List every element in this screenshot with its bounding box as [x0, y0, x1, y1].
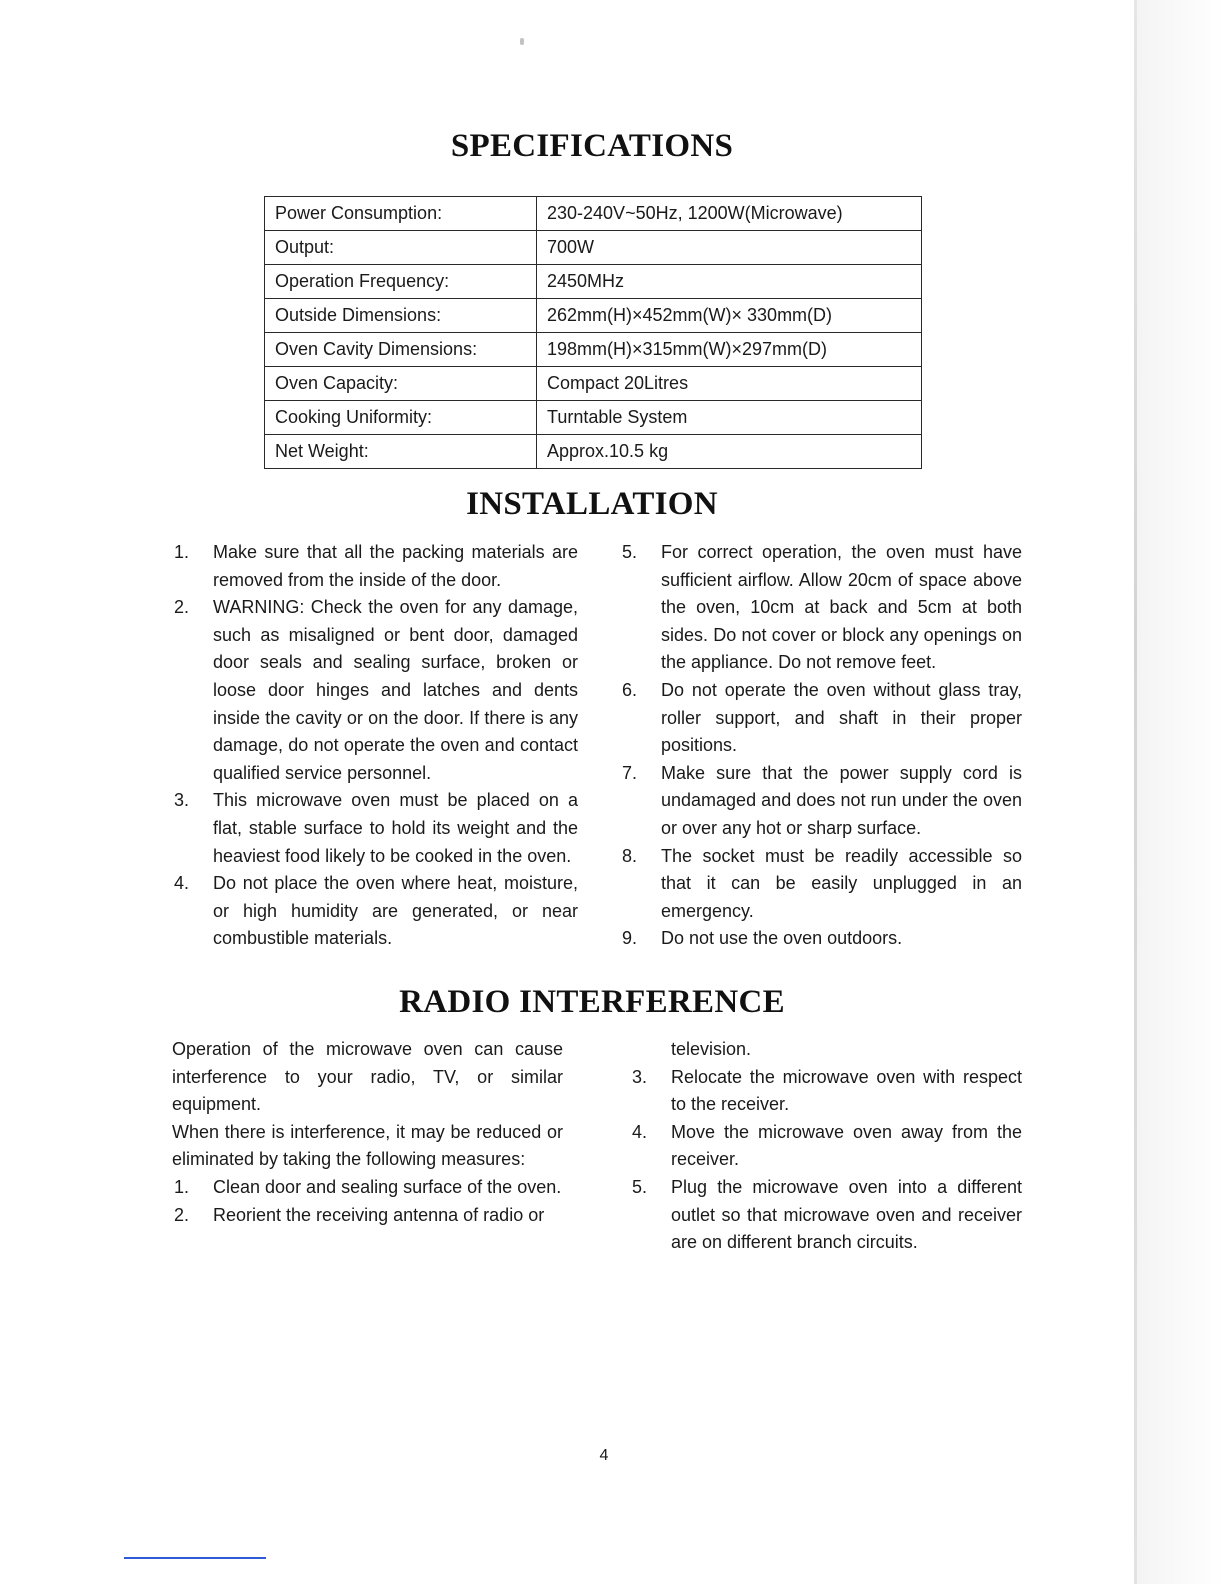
page-number: 4 [599, 1447, 609, 1464]
list-item-text: Move the microwave oven away from the receiver. [671, 1121, 1022, 1170]
spec-value: Compact 20Litres [537, 367, 922, 401]
list-item-text: Make sure that all the packing materials are removed from the inside of the door. [213, 542, 578, 590]
list-item-number: 7. [622, 762, 638, 783]
list-item [172, 539, 578, 594]
table-row [265, 333, 922, 367]
table-row [265, 197, 922, 231]
radio-interference-heading: RADIO INTERFERENCE [399, 984, 785, 1020]
table-row [265, 367, 922, 401]
list-item-number: 2. [174, 1204, 190, 1225]
spec-value: Approx.10.5 kg [537, 435, 922, 469]
list-item-text: Do not operate the oven without glass tray, roller support, and shaft in their proper positions. [661, 679, 1022, 756]
radio-measures-list [630, 1064, 1022, 1257]
list-item-text: Make sure that the power supply cord is undamaged and does not run under the oven or over any hot or sharp surface. [661, 762, 1022, 838]
list-item [630, 1119, 1022, 1174]
installation-heading: INSTALLATION [466, 486, 718, 522]
spec-label: Oven Capacity: [265, 367, 537, 401]
radio-intro-paragraph: When there is interference, it may be reduced or eliminated by taking the following measures: [172, 1121, 563, 1170]
list-item-number: 3. [632, 1066, 648, 1087]
scan-shadow [1137, 0, 1224, 1584]
installation-list [620, 539, 1022, 953]
list-item-number: 6. [622, 679, 638, 700]
list-item-number: 4. [174, 873, 190, 894]
list-item-number: 4. [632, 1121, 648, 1142]
installation-column-left [172, 539, 578, 953]
list-item-continuation: television. [671, 1039, 752, 1059]
table-row [265, 265, 922, 299]
table-row [265, 299, 922, 333]
table-row [265, 435, 922, 469]
radio-measures-list [172, 1174, 563, 1229]
spec-label: Outside Dimensions: [265, 299, 537, 333]
list-item-number: 5. [632, 1176, 648, 1197]
list-item [620, 925, 1022, 953]
spec-value: 700W [537, 231, 922, 265]
list-item-text: Reorient the receiving antenna of radio or [213, 1204, 545, 1225]
table-row [265, 401, 922, 435]
list-item [172, 787, 578, 870]
list-item [630, 1174, 1022, 1257]
list-item-text: Do not use the oven outdoors. [661, 928, 903, 949]
spec-label: Output: [265, 231, 537, 265]
spec-value: 198mm(H)×315mm(W)×297mm(D) [537, 333, 922, 367]
installation-column-right [620, 539, 1022, 953]
scan-edge [1134, 0, 1137, 1584]
radio-column-right [630, 1036, 1022, 1257]
list-item [630, 1064, 1022, 1119]
list-item-text: For correct operation, the oven must have sufficient airflow. Allow 20cm of space above the oven, 10cm at back and 5cm at both sides. Do not cover or block any openings on the appliance. Do not remove feet. [661, 542, 1022, 673]
list-item-number: 1. [174, 1176, 190, 1197]
list-item [620, 539, 1022, 677]
footer-rule [124, 1557, 266, 1559]
list-item-text: Do not place the oven where heat, moisture, or high humidity are generated, or near combustible materials. [213, 873, 578, 949]
list-item-text: The socket must be readily accessible so that it can be easily unplugged in an emergency. [661, 845, 1022, 921]
spec-value: 230-240V~50Hz, 1200W(Microwave) [537, 197, 922, 231]
spec-value: 2450MHz [537, 265, 922, 299]
spec-value: Turntable System [537, 401, 922, 435]
list-item [172, 1174, 563, 1202]
list-item [172, 870, 578, 953]
spec-value: 262mm(H)×452mm(W)× 330mm(D) [537, 299, 922, 333]
list-item-text: Relocate the microwave oven with respect to the receiver. [671, 1066, 1022, 1115]
list-item-number: 8. [622, 845, 638, 866]
table-row [265, 231, 922, 265]
list-item-text: Plug the microwave oven into a different outlet so that microwave oven and receiver are on different branch circuits. [671, 1176, 1022, 1253]
list-item [620, 843, 1022, 926]
spec-label: Cooking Uniformity: [265, 401, 537, 435]
list-item-text: Clean door and sealing surface of the oven. [213, 1176, 562, 1197]
list-item [172, 1202, 563, 1230]
installation-list [172, 539, 578, 953]
list-item-number: 1. [174, 542, 190, 562]
list-item-number: 2. [174, 597, 190, 618]
list-item [620, 677, 1022, 760]
list-item-text: WARNING: Check the oven for any damage, such as misaligned or bent door, damaged door seals and sealing surface, broken or loose door hinges and latches and dents inside the cavity or on the door. If there is any damage, do not operate the oven and contact qualified service personnel. [213, 597, 578, 783]
spec-label: Power Consumption: [265, 197, 537, 231]
list-item-number: 5. [622, 542, 638, 562]
list-item [620, 760, 1022, 843]
spec-label: Oven Cavity Dimensions: [265, 333, 537, 367]
specifications-heading: SPECIFICATIONS [450, 128, 734, 164]
list-item-number: 3. [174, 790, 190, 811]
spec-label: Operation Frequency: [265, 265, 537, 299]
specifications-table [264, 196, 922, 469]
radio-column-left [172, 1036, 563, 1229]
list-item [172, 594, 578, 787]
spec-label: Net Weight: [265, 435, 537, 469]
scan-speck [520, 38, 524, 45]
radio-intro-paragraph: Operation of the microwave oven can cause interference to your radio, TV, or similar equipment. [172, 1039, 563, 1115]
list-item-number: 9. [622, 928, 638, 949]
list-item-text: This microwave oven must be placed on a flat, stable surface to hold its weight and the heaviest food likely to be cooked in the oven. [213, 790, 578, 866]
